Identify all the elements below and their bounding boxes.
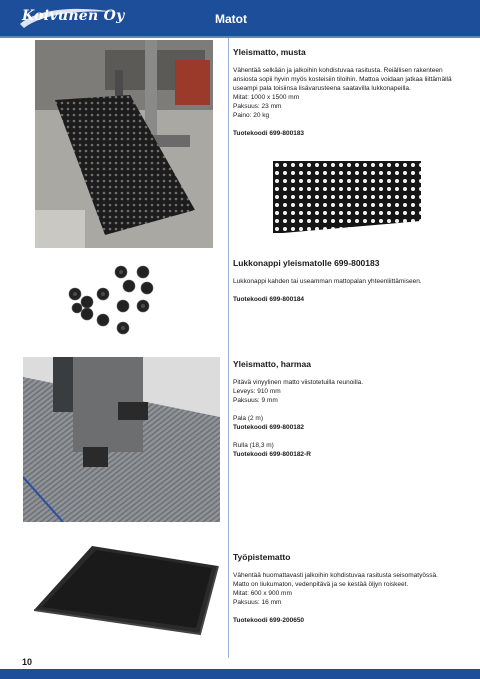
- product-spec: Paksuus: 9 mm: [233, 397, 278, 404]
- product-title: Työpistematto: [233, 552, 291, 562]
- product-title: Yleismatto, musta: [233, 47, 306, 57]
- product-image-grey-mat: [23, 357, 220, 522]
- product-code: Tuotekoodi 699-800184: [233, 296, 305, 303]
- product-tyopistematto: [233, 552, 455, 625]
- brand-logo: Koivunen Oy: [22, 8, 125, 24]
- product-spec: Leveys: 910 mm: [233, 388, 281, 395]
- product-description: Vähentää huomattavasti jalkoihin kohdistuvaa rasitusta seisomatyössä. Matto on liukumaton, vedenpitävä ja se kestää öljyn roiskeet.: [233, 572, 438, 588]
- product-code: Tuotekoodi 699-200650: [233, 617, 305, 624]
- product-spec: Paino: 20 kg: [233, 112, 270, 119]
- product-variant: Pala (2 m): [233, 415, 263, 422]
- product-image-black-mat: [35, 40, 213, 248]
- page-number: 10: [22, 657, 33, 667]
- product-image-mat-detail: [273, 161, 421, 233]
- product-image-lock-buttons: [57, 258, 177, 344]
- product-spec: Mitat: 600 x 900 mm: [233, 590, 292, 597]
- product-description: Vähentää selkään ja jalkoihin kohdistuvaa rasitusta. Reiällisen rakenteen ansiosta sopii hyvin myös kosteisiin tiloihin. Mattoa voidaan jatkaa liittämällä useampi pala toisiinsa lisävarusteena saatavilla lukkonapeilla.: [233, 67, 452, 92]
- product-description: Lukkonappi kahden tai useamman mattopalan yhteenliittämiseen.: [233, 278, 422, 285]
- product-spec: Paksuus: 16 mm: [233, 599, 282, 606]
- product-spec: Mitat: 1000 x 1500 mm: [233, 94, 300, 101]
- product-image-workstation-mat: [30, 538, 222, 638]
- product-code: Tuotekoodi 699-800182-R: [233, 451, 311, 458]
- product-spec: Paksuus: 23 mm: [233, 103, 282, 110]
- product-title: Yleismatto, harmaa: [233, 359, 311, 369]
- product-description: Pitävä vinyylinen matto viistotetuilla reunoilla.: [233, 379, 364, 386]
- product-yleismatto-musta: [233, 47, 455, 138]
- product-yleismatto-harmaa: [233, 359, 455, 459]
- product-code: Tuotekoodi 699-800182: [233, 424, 305, 431]
- footer-bar: [0, 669, 480, 679]
- product-variant: Rulla (18,3 m): [233, 442, 274, 449]
- page-header: [0, 0, 480, 38]
- product-title: Lukkonappi yleismatolle 699-800183: [233, 258, 380, 268]
- page-title: Matot: [215, 12, 247, 26]
- column-divider: [228, 38, 229, 658]
- product-code: Tuotekoodi 699-800183: [233, 130, 305, 137]
- product-lukkonappi: [233, 258, 455, 304]
